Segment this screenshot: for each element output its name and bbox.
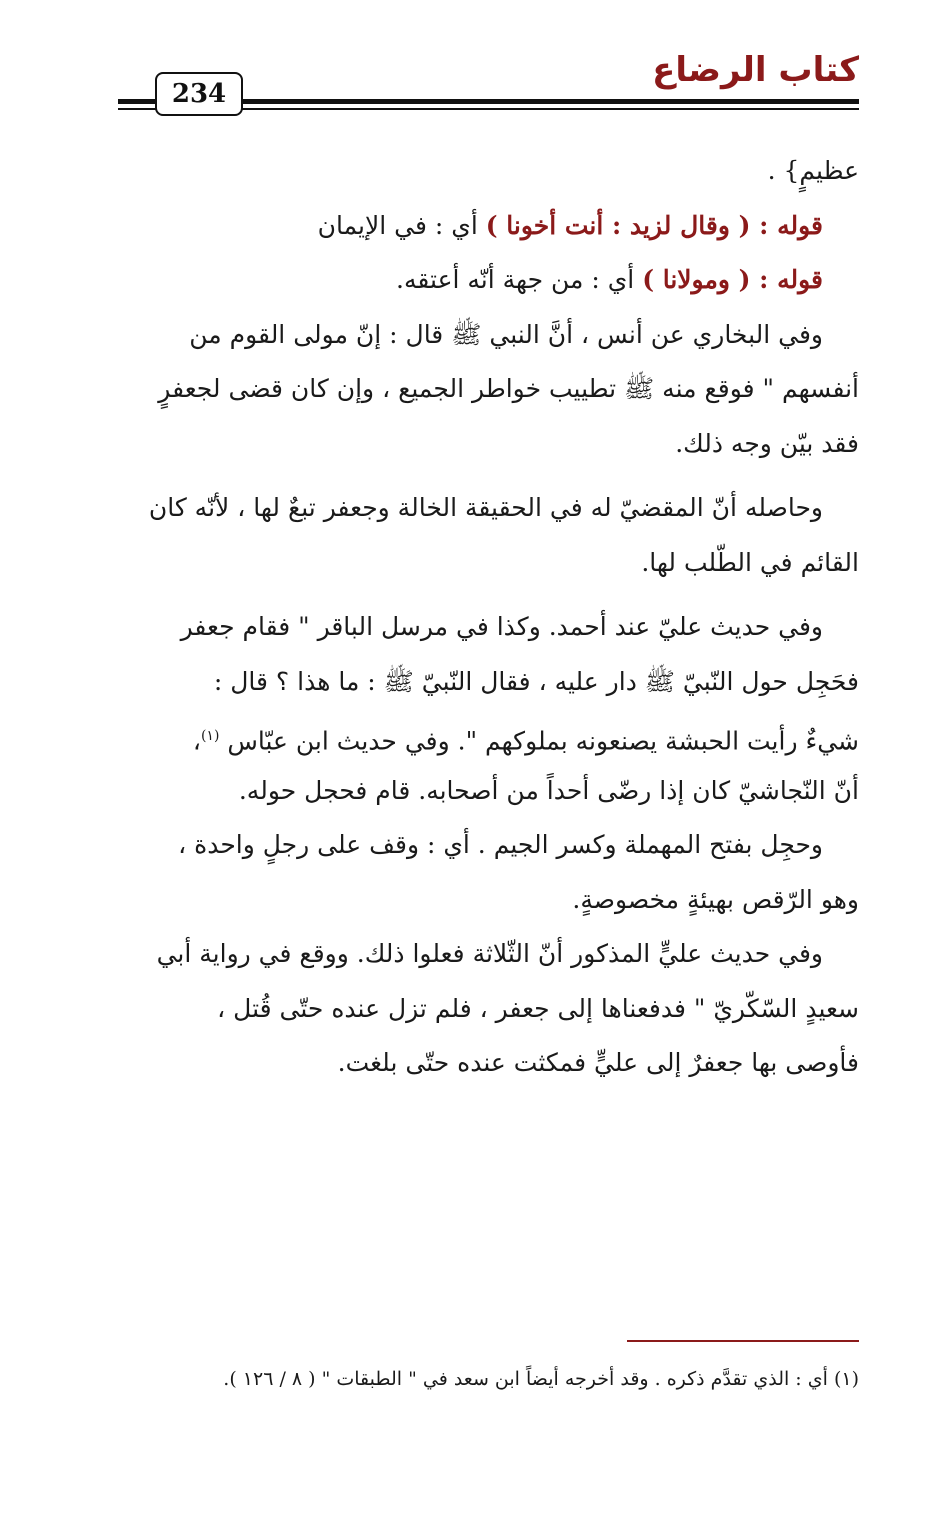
book-title: كتاب الرضاع [652,50,859,90]
paragraph-line [118,709,859,764]
paragraph-line: وحاصله أنّ المقضيّ له في الحقيقة الخالة وجعفر تبعٌ لها ، لأنّه كان [148,493,823,522]
paragraph-line: القائم في الطّلب لها. [641,547,859,577]
footnote: (١) أي : الذي تقدَّم ذكره . وقد أخرجه أيضاً ابن سعد في " الطبقات " ( ٨ / ١٢٦ ). [223,1368,859,1390]
paragraph-line: فأوصى بها جعفرٌ إلى عليٍّ فمكثت عنده حتّى بلغت. [337,1048,859,1077]
quoted-phrase: قوله : ( وقال لزيد : أنت أخونا ) [485,210,823,240]
paragraph-line: وفي البخاري عن أنس ، أنَّ النبي ﷺ قال : إنّ مولى القوم من [189,319,823,349]
commentary: أي : في الإيمان [317,210,478,240]
commentary: أي : من جهة أنّه أعتقه. [396,265,635,294]
paragraph-line: وهو الرّقص بهيئةٍ مخصوصةٍ. [572,884,859,914]
paragraph-line: فقد بيّن وجه ذلك. [675,428,859,458]
punctuation: ، [192,726,201,756]
footnote-ref: (١) [200,728,220,744]
page-number: 234 [155,72,243,116]
quoted-phrase: قوله : ( ومولانا ) [642,265,823,294]
paragraph-line: فحَجِل حول النّبيّ ﷺ دار عليه ، فقال النّبيّ ﷺ : ما هذا ؟ قال : [213,666,859,696]
text-line [118,199,859,254]
paragraph-line: وفي حديث عليّ عند أحمد. وكذا في مرسل الباقر " فقام جعفر [180,612,823,641]
main-text [118,144,859,1091]
paragraph-line: سعيدٍ السّكّريّ " فدفعناها إلى جعفر ، فلم تزل عنده حتّى قُتل ، [217,993,859,1023]
text-line [118,253,859,308]
footnote-separator [627,1340,859,1342]
paragraph-line: وحجِل بفتح المهملة وكسر الجيم . أي : وقف على رجلٍ واحدة ، [178,830,823,859]
paragraph-line: وفي حديث عليٍّ المذكور أنّ الثّلاثة فعلوا ذلك. ووقع في رواية أبي [156,939,823,968]
text-line: عظيمٍ} . [767,156,859,185]
paragraph-line: أنفسهم " فوقع منه ﷺ تطييب خواطر الجميع ، وإن كان قضى لجعفرٍ [158,374,859,403]
paragraph-text: شيءٌ رأيت الحبشة يصنعونه بملوكهم ". وفي حديث ابن عبّاس [227,726,859,756]
paragraph-line: أنّ النّجاشيّ كان إذا رضّى أحداً من أصحابه. قام فحجل حوله. [238,775,859,805]
